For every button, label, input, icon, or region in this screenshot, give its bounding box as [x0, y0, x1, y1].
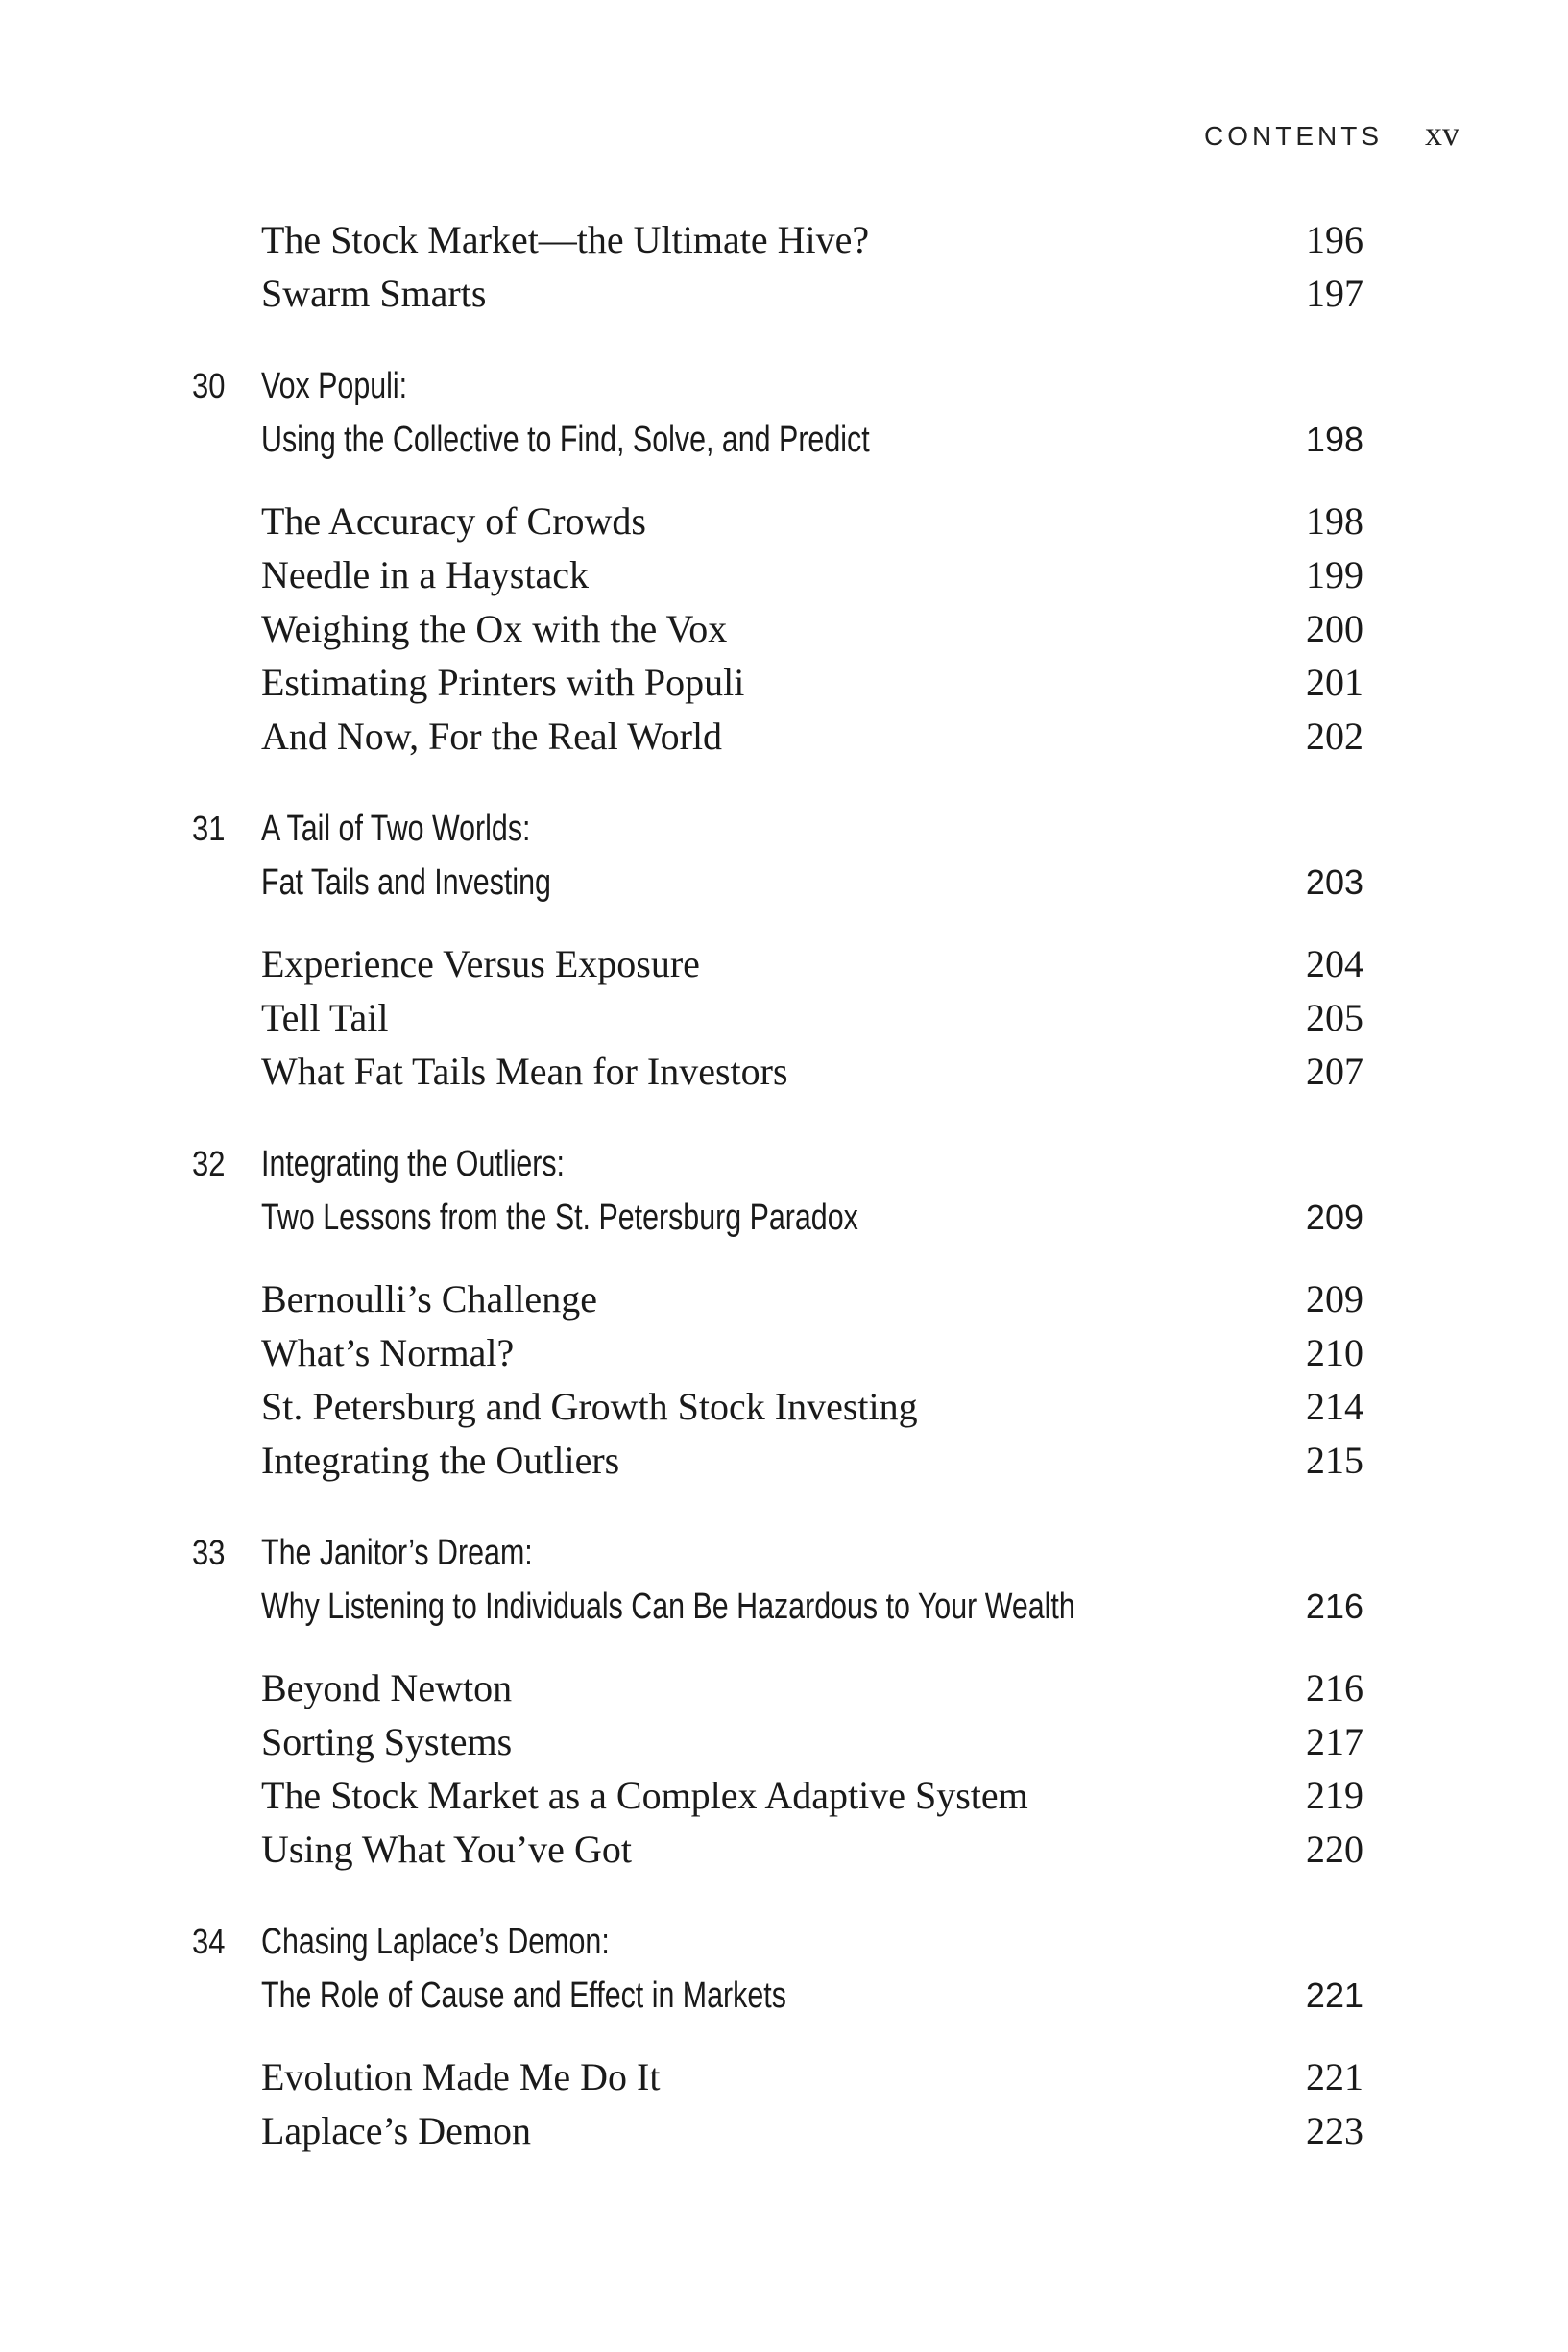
- section-title: Laplace’s Demon: [261, 2109, 531, 2152]
- chapter-31[interactable]: [192, 802, 1363, 909]
- section-page: 198: [1306, 499, 1363, 543]
- chapter-32[interactable]: [192, 1137, 1363, 1245]
- toc-section-row[interactable]: [192, 1661, 1363, 1715]
- toc-section-row[interactable]: [192, 548, 1363, 602]
- section-title: What Fat Tails Mean for Investors: [261, 1050, 788, 1093]
- chapter-34[interactable]: [192, 1915, 1363, 2023]
- section-title: Swarm Smarts: [261, 272, 487, 315]
- chapter-page: 198: [1305, 420, 1363, 459]
- running-head-label: CONTENTS: [1204, 121, 1383, 151]
- toc-section-row[interactable]: [192, 1273, 1363, 1326]
- section-title: Estimating Printers with Populi: [261, 661, 745, 704]
- section-title: Beyond Newton: [261, 1666, 513, 1709]
- section-page: 219: [1306, 1774, 1363, 1817]
- section-title: Bernoulli’s Challenge: [261, 1277, 597, 1321]
- toc-section-row[interactable]: [192, 1715, 1363, 1769]
- toc-section-row[interactable]: [192, 656, 1363, 710]
- section-title: Experience Versus Exposure: [261, 942, 700, 985]
- toc-section-row[interactable]: [192, 710, 1363, 764]
- section-title: Weighing the Ox with the Vox: [261, 607, 728, 650]
- chapter-title-line2: Why Listening to Individuals Can Be Hazardous to Your Wealth: [261, 1587, 1075, 1627]
- section-page: 202: [1306, 715, 1363, 758]
- chapter-number: 30: [192, 366, 226, 405]
- section-title: Sorting Systems: [261, 1720, 513, 1763]
- chapter-title-line1: The Janitor’s Dream:: [261, 1533, 533, 1573]
- section-title: The Stock Market—the Ultimate Hive?: [261, 218, 870, 261]
- section-page: 201: [1306, 661, 1363, 704]
- chapter-number: 33: [192, 1533, 226, 1572]
- toc-section-row[interactable]: [192, 991, 1363, 1045]
- toc-section-row[interactable]: [192, 267, 1363, 321]
- toc-section-row[interactable]: [192, 1434, 1363, 1488]
- chapter-page: 216: [1305, 1587, 1363, 1626]
- chapter-title-line1: Chasing Laplace’s Demon:: [261, 1922, 610, 1962]
- chapter-30[interactable]: [192, 359, 1363, 467]
- section-page: 217: [1306, 1720, 1363, 1763]
- chapter-title-line2: The Role of Cause and Effect in Markets: [261, 1976, 786, 2016]
- section-title: The Accuracy of Crowds: [261, 499, 646, 543]
- toc-section-row[interactable]: [192, 2050, 1363, 2104]
- page-number: xv: [1425, 114, 1459, 153]
- section-title: Needle in a Haystack: [261, 553, 589, 596]
- section-page: 196: [1306, 218, 1363, 261]
- section-title: St. Petersburg and Growth Stock Investing: [261, 1385, 918, 1428]
- toc-section-row[interactable]: [192, 1045, 1363, 1099]
- chapter-number: 34: [192, 1922, 226, 1961]
- section-page: 220: [1306, 1828, 1363, 1871]
- table-of-contents: [192, 213, 1363, 2158]
- chapter-title-line1: Vox Populi:: [261, 366, 408, 406]
- section-page: 221: [1306, 2055, 1363, 2098]
- toc-section-row[interactable]: [192, 602, 1363, 656]
- section-page: 207: [1306, 1050, 1363, 1093]
- chapter-title-line2: Fat Tails and Investing: [261, 862, 551, 903]
- section-title: Using What You’ve Got: [261, 1828, 632, 1871]
- section-page: 200: [1306, 607, 1363, 650]
- chapter-title-line1: A Tail of Two Worlds:: [261, 809, 531, 849]
- section-page: 205: [1306, 996, 1363, 1039]
- toc-section-row[interactable]: [192, 495, 1363, 548]
- section-page: 209: [1306, 1277, 1363, 1321]
- chapter-title-line2: Using the Collective to Find, Solve, and Predict: [261, 420, 870, 460]
- section-title: And Now, For the Real World: [261, 715, 723, 758]
- section-title: Integrating the Outliers: [261, 1439, 620, 1482]
- section-title: What’s Normal?: [261, 1331, 515, 1374]
- section-page: 214: [1306, 1385, 1363, 1428]
- chapter-page: 221: [1305, 1976, 1363, 2015]
- section-page: 223: [1306, 2109, 1363, 2152]
- chapter-title-line2: Two Lessons from the St. Petersburg Paradox: [261, 1198, 858, 1238]
- section-page: 204: [1306, 942, 1363, 985]
- chapter-number: 31: [192, 809, 226, 848]
- toc-section-row[interactable]: [192, 2104, 1363, 2158]
- section-page: 199: [1306, 553, 1363, 596]
- toc-section-row[interactable]: [192, 1326, 1363, 1380]
- chapter-title-line1: Integrating the Outliers:: [261, 1144, 565, 1184]
- section-title: The Stock Market as a Complex Adaptive System: [261, 1774, 1028, 1817]
- chapter-page: 203: [1305, 862, 1363, 902]
- chapter-number: 32: [192, 1144, 226, 1183]
- toc-section-row[interactable]: [192, 1769, 1363, 1823]
- toc-section-row[interactable]: [192, 1380, 1363, 1434]
- section-title: Tell Tail: [261, 996, 389, 1039]
- chapter-page: 209: [1305, 1198, 1363, 1237]
- toc-section-row[interactable]: [192, 213, 1363, 267]
- toc-section-row[interactable]: [192, 1823, 1363, 1877]
- section-title: Evolution Made Me Do It: [261, 2055, 661, 2098]
- toc-section-row[interactable]: [192, 937, 1363, 991]
- section-page: 210: [1306, 1331, 1363, 1374]
- running-head: [1204, 113, 1459, 154]
- chapter-33[interactable]: [192, 1526, 1363, 1634]
- section-page: 197: [1306, 272, 1363, 315]
- section-page: 215: [1306, 1439, 1363, 1482]
- section-page: 216: [1306, 1666, 1363, 1709]
